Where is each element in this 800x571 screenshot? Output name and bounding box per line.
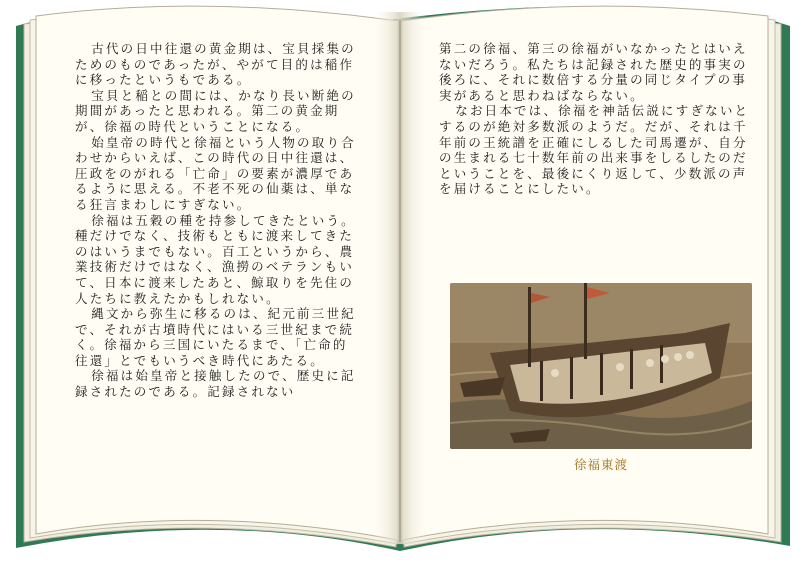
paragraph: 宝貝と稲との間には、かなり長い断絶の期間があったと思われる。第二の黄金期が、徐福の時代ということになる。 [75,87,356,134]
paragraph: 古代の日中往還の黄金期は、宝貝採集のためのものであったが、やがて目的は稲作に移ったというもである。 [75,41,356,88]
paragraph: 縄文から弥生に移るのは、紀元前三世紀で、それが古墳時代にはいる三世紀まで続く。徐福から三国にいたるまで、「亡命的往還」とでもいうべき時代にあたる。 [75,306,356,368]
left-page-text [75,41,357,400]
paragraph: 始皇帝の時代と徐福という人物の取り合わせからいえば、この時代の日中往還は、圧政をのがれる「亡命」の要素が濃厚であるように思える。不老不死の仙薬は、単なる狂言まわしにすぎない。 [75,134,356,212]
right-page-text [439,41,753,197]
ship-painting-image [450,283,752,449]
image-caption: 徐福東渡 [573,457,628,472]
paragraph: 第二の徐福、第三の徐福がいなかったとはいえないだろう。私たちは記録された歴史的事実の後ろに、それに数倍する分量の同じタイプの事実があると思わねばならない。 [439,41,748,103]
paragraph: 徐福は五穀の種を持参してきたという。種だけでなく、技術もともに渡来してきたのはいうまでもない。百工というから、農業技術だけではなく、漁撈のベテランもいて、日本に渡来したあと、鯨取りを先住の人たちに教えたかもしれない。 [75,212,356,306]
paragraph: なお日本では、徐福を神話伝説にすぎないとするのが絶対多数派のようだ。だが、それは千年前の王統譜を正確にしるした司馬遷が、自分の生まれる七十数年前の出来事をしるしたのだということを、最後にくり返して、少数派の声を届けることにしたい。 [439,103,750,197]
paragraph: 徐福は始皇帝と接触したので、歴史に記録されたのである。記録されない [75,368,356,400]
